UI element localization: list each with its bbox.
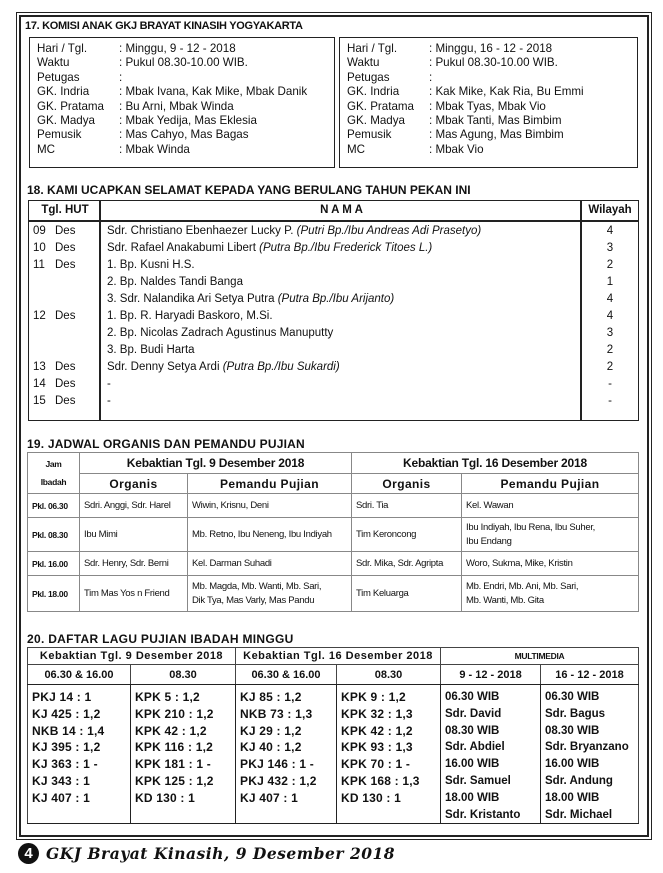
schedule-row: [28, 494, 639, 518]
pemandu-9-dec: [188, 552, 352, 576]
info-key: GK. Pratama: [347, 99, 415, 113]
pemandu-line: Mb. Wanti, Mb. Gita: [466, 594, 544, 606]
organis-16-dec: Sdr. Mika, Sdr. Agripta: [352, 552, 462, 576]
header-jam: Jam: [45, 459, 62, 469]
birthday-month: Des: [55, 310, 76, 322]
song-entry: KPK 116 : 1,2: [135, 740, 213, 755]
organis-9-dec: Tim Mas Yos n Friend: [80, 576, 188, 612]
header-multimedia: MULTIMEDIA: [441, 648, 639, 665]
song-entry: KJ 407 : 1: [32, 790, 91, 805]
birthday-name-cell: [107, 344, 195, 356]
birthday-date: [33, 395, 75, 407]
birthday-name: 3. Bp. Budi Harta: [107, 344, 195, 356]
birthday-day: 09: [33, 225, 46, 237]
info-value: : Pukul 08.30-10.00 WIB.: [119, 56, 248, 70]
birthday-parent-note: (Putra Bp./Ibu Sukardi): [222, 361, 340, 373]
info-key: Petugas: [37, 70, 80, 84]
birthday-name-cell: [107, 361, 340, 373]
song-entry: KJ 85 : 1,2: [240, 690, 302, 704]
birthday-wilayah: 2: [606, 259, 614, 271]
birthday-day: 15: [33, 395, 46, 407]
birthday-wilayah: 3: [606, 242, 614, 254]
birthday-wilayah: 4: [606, 293, 614, 305]
header-pemandu-2: Pemandu Pujian: [462, 474, 639, 494]
multimedia-entry: Sdr. Bagus: [545, 707, 606, 720]
info-row: [37, 128, 334, 142]
birthday-name: 1. Bp. Kusni H.S.: [107, 259, 195, 271]
birthday-date: [33, 259, 75, 271]
pemandu-line: Mb. Magda, Mb. Wanti, Mb. Sari,: [192, 580, 322, 592]
birthday-name-cell: [107, 378, 111, 390]
pemandu-line: Wiwin, Krisnu, Deni: [192, 499, 269, 511]
info-value: : Mbak Yedija, Mas Eklesia: [119, 114, 257, 128]
birthday-date: [33, 344, 55, 356]
header-service-9-dec: Kebaktian Tgl. 9 Desember 2018: [28, 648, 236, 665]
birthday-date: [33, 327, 55, 339]
birthday-month: Des: [55, 361, 76, 373]
info-value: : Minggu, 9 - 12 - 2018: [119, 42, 236, 55]
song-entry: KPK 181 : 1 -: [135, 757, 211, 772]
birthday-wilayah: 2: [606, 361, 614, 373]
organis-9-dec: Ibu Mimi: [80, 518, 188, 552]
info-row: [37, 85, 334, 99]
schedule-row: [28, 518, 639, 552]
pemandu-9-dec: [188, 518, 352, 552]
multimedia-entry: 08.30 WIB: [545, 724, 600, 737]
pemandu-line: Woro, Sukma, Mike, Kristin: [466, 557, 573, 569]
birthday-wilayah: 4: [606, 225, 614, 237]
multimedia-entry: Sdr. David: [445, 707, 502, 720]
multimedia-entry: 06.30 WIB: [545, 691, 600, 703]
info-value: : Kak Mike, Kak Ria, Bu Emmi: [429, 85, 584, 99]
info-key: GK. Madya: [37, 114, 95, 128]
song-entry: NKB 14 : 1,4: [32, 723, 105, 738]
multimedia-entry: 08.30 WIB: [445, 724, 500, 737]
info-key: GK. Pratama: [37, 99, 105, 113]
birthday-month: Des: [55, 378, 76, 390]
info-value: : Minggu, 16 - 12 - 2018: [429, 42, 553, 55]
pemandu-line: Mb. Retno, Ibu Neneng, Ibu Indiyah: [192, 528, 332, 540]
birthday-name: Sdr. Denny Setya Ardi: [107, 361, 220, 373]
song-entry: KPK 210 : 1,2: [135, 706, 214, 721]
section-17-title: 17. KOMISI ANAK GKJ BRAYAT KINASIH YOGYAKARTA: [25, 20, 303, 32]
subheader-0830-b: 08.30: [337, 665, 441, 685]
birthday-date: [33, 310, 75, 322]
birthday-row: [29, 310, 638, 327]
organis-9-dec: Sdri. Anggi, Sdr. Harel: [80, 494, 188, 518]
subheader-mm-9-dec: 9 - 12 - 2018: [441, 665, 541, 685]
birthday-wilayah: 3: [606, 327, 614, 339]
info-row: [347, 42, 637, 56]
birthday-month: Des: [55, 242, 76, 254]
song-entry: KJ 363 : 1 -: [32, 757, 98, 772]
multimedia-column: [541, 685, 639, 824]
service-time: Pkl. 18.00: [28, 576, 80, 612]
info-key: MC: [347, 142, 366, 156]
header-service-9-dec: Kebaktian Tgl. 9 Desember 2018: [80, 453, 352, 474]
info-row: [37, 56, 334, 70]
pemandu-line: Mb. Endri, Mb. Ani, Mb. Sari,: [466, 580, 579, 592]
info-key: Pemusik: [37, 128, 82, 142]
organis-16-dec: Tim Keroncong: [352, 518, 462, 552]
organis-16-dec: Sdri. Tia: [352, 494, 462, 518]
info-value: : Mbak Tanti, Mas Bimbim: [429, 114, 562, 128]
multimedia-entry: Sdr. Kristanto: [445, 808, 521, 821]
song-column: [337, 685, 441, 824]
multimedia-column: [441, 685, 541, 824]
birthday-name-cell: [107, 242, 432, 254]
song-column: [131, 685, 236, 824]
birthday-name: 2. Bp. Naldes Tandi Banga: [107, 276, 243, 288]
header-service-16-dec: Kebaktian Tgl. 16 Desember 2018: [352, 453, 639, 474]
info-value: : Mbak Tyas, Mbak Vio: [429, 99, 546, 113]
info-row: [347, 100, 637, 114]
song-entry: PKJ 14 : 1: [32, 690, 92, 704]
birthday-date: [33, 378, 75, 390]
multimedia-entry: 16.00 WIB: [545, 758, 600, 771]
pemandu-line: Dik Tya, Mas Varly, Mas Pandu: [192, 594, 315, 606]
pemandu-16-dec: [462, 494, 639, 518]
subheader-0630-1600-a: 06.30 & 16.00: [28, 665, 131, 685]
header-divider: [29, 220, 638, 222]
birthday-row: [29, 378, 638, 395]
birthday-name-cell: [107, 259, 195, 271]
song-entry: KPK 93 : 1,3: [341, 740, 413, 755]
schedule-row: [28, 576, 639, 612]
header-organis-2: Organis: [352, 474, 462, 494]
schedule-box-9-dec: [29, 37, 335, 168]
section-18-title: 18. KAMI UCAPKAN SELAMAT KEPADA YANG BERULANG TAHUN PEKAN INI: [27, 183, 471, 197]
info-value: :: [119, 70, 123, 84]
info-row: [347, 85, 637, 99]
birthday-day: 14: [33, 378, 46, 390]
header-nama: N A M A: [320, 204, 363, 216]
section-20-title: 20. DAFTAR LAGU PUJIAN IBADAH MINGGU: [27, 632, 294, 646]
info-value: : Mbak Vio: [429, 142, 484, 156]
info-value: : Mbak Ivana, Kak Mike, Mbak Danik: [119, 85, 308, 99]
birthday-name-cell: [107, 310, 273, 322]
birthday-wilayah: 4: [606, 310, 614, 322]
song-entry: PKJ 432 : 1,2: [240, 773, 317, 788]
birthday-row: [29, 225, 638, 242]
birthday-name: -: [107, 395, 111, 407]
info-row: [37, 100, 334, 114]
birthday-row: [29, 395, 638, 412]
birthday-date: [33, 242, 75, 254]
birthday-wilayah: -: [608, 395, 612, 407]
birthday-row: [29, 344, 638, 361]
birthday-name-cell: [107, 293, 394, 305]
song-list-table: [27, 647, 639, 824]
pemandu-16-dec: [462, 576, 639, 612]
birthday-date: [33, 361, 75, 373]
birthday-month: Des: [55, 225, 76, 237]
info-key: Waktu: [37, 56, 70, 70]
info-row: [37, 114, 334, 128]
footer-text: GKJ Brayat Kinasih, 9 Desember 2018: [46, 844, 396, 863]
song-entry: KJ 395 : 1,2: [32, 740, 101, 755]
song-column: [28, 685, 131, 824]
multimedia-entry: 16.00 WIB: [445, 758, 500, 771]
birthday-wilayah: 2: [606, 344, 614, 356]
multimedia-entry: 18.00 WIB: [445, 791, 500, 804]
birthday-name-cell: [107, 327, 333, 339]
multimedia-entry: 18.00 WIB: [545, 791, 600, 804]
song-entry: KPK 168 : 1,3: [341, 773, 420, 788]
info-row: [37, 71, 334, 85]
birthday-name: 1. Bp. R. Haryadi Baskoro, M.Si.: [107, 310, 273, 322]
info-row: [347, 56, 637, 70]
organis-16-dec: Tim Keluarga: [352, 576, 462, 612]
birthday-table: [28, 200, 639, 421]
pemandu-line: Ibu Endang: [466, 535, 512, 547]
info-row: [37, 42, 334, 56]
pemandu-16-dec: [462, 518, 639, 552]
birthday-day: 13: [33, 361, 46, 373]
birthday-name: 3. Sdr. Nalandika Ari Setya Putra: [107, 293, 275, 305]
song-entry: KJ 40 : 1,2: [240, 740, 302, 755]
info-value: : Mas Cahyo, Mas Bagas: [119, 128, 249, 142]
song-column: [236, 685, 337, 824]
birthday-name: -: [107, 378, 111, 390]
info-key: GK. Indria: [37, 85, 90, 99]
header-organis-1: Organis: [80, 474, 188, 494]
birthday-date: [33, 225, 75, 237]
birthday-row: [29, 327, 638, 344]
info-row: [37, 143, 334, 157]
info-value: : Mbak Winda: [119, 142, 190, 156]
song-entry: KJ 29 : 1,2: [240, 723, 302, 738]
birthday-day: 10: [33, 242, 46, 254]
info-key: GK. Madya: [347, 114, 405, 128]
song-entry: KD 130 : 1: [135, 790, 196, 805]
header-pemandu-1: Pemandu Pujian: [188, 474, 352, 494]
pemandu-16-dec: [462, 552, 639, 576]
birthday-name-cell: [107, 395, 111, 407]
birthday-row: [29, 361, 638, 378]
multimedia-entry: Sdr. Samuel: [445, 774, 511, 787]
birthday-month: Des: [55, 395, 76, 407]
song-entry: KPK 32 : 1,3: [341, 706, 413, 721]
birthday-name: Sdr. Rafael Anakabumi Libert: [107, 242, 256, 254]
organis-9-dec: Sdr. Henry, Sdr. Berni: [80, 552, 188, 576]
info-key: Pemusik: [347, 128, 392, 142]
info-key: Waktu: [347, 56, 380, 70]
schedule-box-16-dec: [339, 37, 638, 168]
pemandu-line: Kel. Wawan: [466, 499, 514, 511]
info-row: [347, 71, 637, 85]
pemandu-line: Kel. Darman Suhadi: [192, 557, 272, 569]
song-entry: KD 130 : 1: [341, 790, 402, 805]
multimedia-entry: Sdr. Abdiel: [445, 741, 505, 754]
header-ibadah: Ibadah: [40, 477, 67, 487]
pemandu-line: Ibu Indiyah, Ibu Rena, Ibu Suher,: [466, 521, 596, 533]
info-value: : Bu Arni, Mbak Winda: [119, 99, 234, 113]
birthday-parent-note: (Putra Bp./Ibu Frederick Titoes L.): [259, 242, 433, 254]
info-key: Hari / Tgl.: [37, 42, 88, 55]
birthday-name-cell: [107, 225, 481, 237]
multimedia-entry: Sdr. Bryanzano: [545, 741, 629, 754]
birthday-wilayah: -: [608, 378, 612, 390]
birthday-date: [33, 276, 55, 288]
service-time: Pkl. 06.30: [28, 494, 80, 518]
song-entry: KPK 42 : 1,2: [341, 723, 413, 738]
song-entry: KJ 407 : 1: [240, 790, 299, 805]
page-number-badge: 4: [18, 843, 39, 864]
header-wilayah: Wilayah: [588, 204, 632, 216]
song-entry: KPK 5 : 1,2: [135, 690, 200, 704]
info-row: [347, 128, 637, 142]
song-entry: KPK 9 : 1,2: [341, 690, 406, 704]
birthday-row: [29, 259, 638, 276]
birthday-row: [29, 276, 638, 293]
info-value: : Mas Agung, Mas Bimbim: [429, 128, 564, 142]
multimedia-entry: 06.30 WIB: [445, 691, 500, 703]
subheader-0630-1600-b: 06.30 & 16.00: [236, 665, 337, 685]
header-tgl: Tgl. HUT: [41, 204, 89, 216]
birthday-row: [29, 242, 638, 259]
birthday-date: [33, 293, 55, 305]
multimedia-entry: Sdr. Andung: [545, 774, 613, 787]
birthday-name-cell: [107, 276, 243, 288]
multimedia-entry: Sdr. Michael: [545, 808, 613, 821]
info-key: Hari / Tgl.: [347, 42, 398, 55]
header-jam-ibadah: [28, 453, 80, 494]
birthday-row: [29, 293, 638, 310]
birthday-month: Des: [55, 259, 76, 271]
service-time: Pkl. 16.00: [28, 552, 80, 576]
info-value: : Pukul 08.30-10.00 WIB.: [429, 56, 558, 70]
page-footer: [18, 843, 395, 864]
section-19-title: 19. JADWAL ORGANIS DAN PEMANDU PUJIAN: [27, 437, 305, 451]
schedule-row: [28, 552, 639, 576]
song-entry: KJ 425 : 1,2: [32, 706, 101, 721]
info-key: GK. Indria: [347, 85, 400, 99]
song-entry: KPK 70 : 1 -: [341, 757, 411, 772]
song-entry: PKJ 146 : 1 -: [240, 757, 314, 772]
birthday-wilayah: 1: [606, 276, 614, 288]
birthday-day: 12: [33, 310, 46, 322]
organist-schedule-table: [27, 452, 639, 612]
birthday-name: Sdr. Christiano Ebenhaezer Lucky P.: [107, 225, 294, 237]
service-time: Pkl. 08.30: [28, 518, 80, 552]
song-entry: KPK 125 : 1,2: [135, 773, 214, 788]
subheader-mm-16-dec: 16 - 12 - 2018: [541, 665, 639, 685]
subheader-0830-a: 08.30: [131, 665, 236, 685]
pemandu-9-dec: [188, 494, 352, 518]
birthday-name: 2. Bp. Nicolas Zadrach Agustinus Manuputty: [107, 327, 334, 339]
birthday-parent-note: (Putri Bp./Ibu Andreas Adi Prasetyo): [296, 225, 482, 237]
song-entry: KJ 343 : 1: [32, 773, 91, 788]
pemandu-9-dec: [188, 576, 352, 612]
info-value: :: [429, 70, 433, 84]
info-key: Petugas: [347, 70, 390, 84]
song-entry: KPK 42 : 1,2: [135, 723, 207, 738]
info-row: [347, 114, 637, 128]
song-entry: NKB 73 : 1,3: [240, 706, 313, 721]
birthday-day: 11: [33, 259, 45, 271]
birthday-parent-note: (Putra Bp./Ibu Arijanto): [277, 293, 395, 305]
info-row: [347, 143, 637, 157]
info-key: MC: [37, 142, 56, 156]
header-service-16-dec: Kebaktian Tgl. 16 Desember 2018: [236, 648, 441, 665]
